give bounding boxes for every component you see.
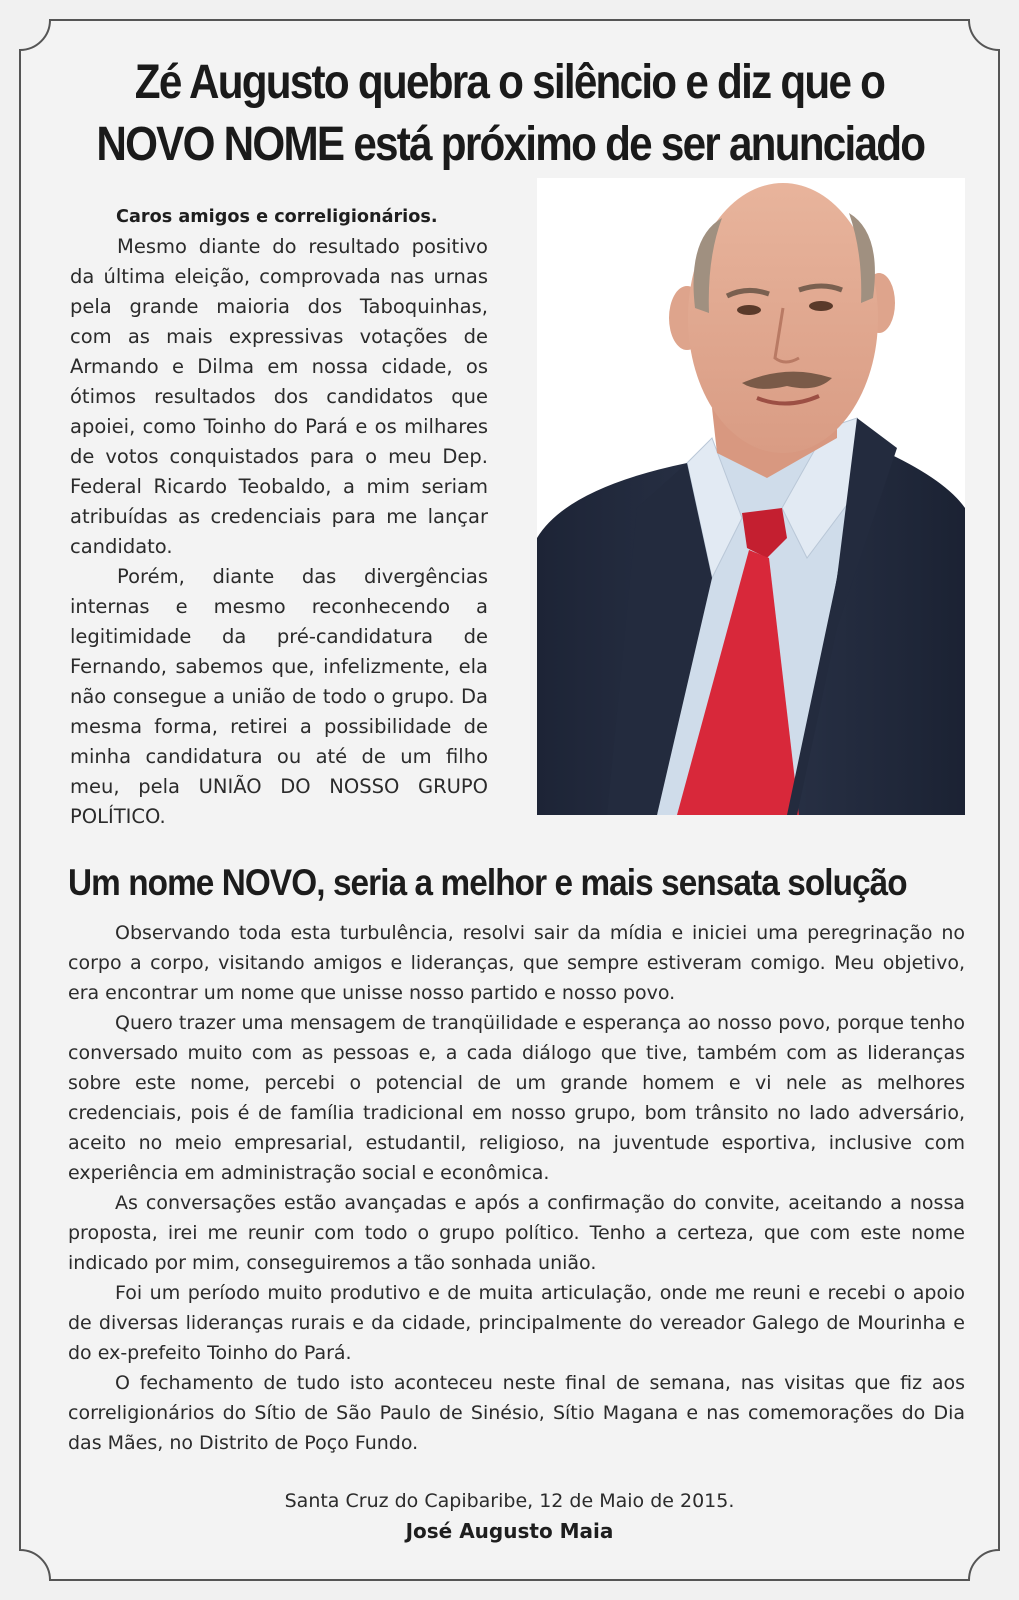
body-paragraph-2: Quero trazer uma mensagem de tranqüilidade e esperança ao nosso povo, porque tenho conversado muito com as pessoas e, a cada diálogo que tive, também com as lideranças sobre este nome, percebi o potencial de um grande homem e vi nele as melhores credenciais, pois é de família tradicional em nosso grupo, bom trânsito no lado adversário, aceito no meio empresarial, estudantil, religioso, na juventude esportiva, inclusive com experiência em administração social e econômica. bbox=[68, 1012, 965, 1184]
salutation: Caros amigos e correligionários. bbox=[116, 206, 438, 227]
body-paragraph-5: O fechamento de tudo isto aconteceu neste final de semana, nas visitas que fiz aos correligionários do Sítio de São Paulo de Sinésio, Sítio Magana e nas comemorações do Dia das Mães, no Distrito de Poço Fundo. bbox=[68, 1372, 965, 1454]
headline bbox=[96, 52, 925, 176]
portrait-illustration bbox=[537, 178, 965, 815]
place-date: Santa Cruz do Capibaribe, 12 de Maio de 2015. bbox=[284, 1490, 735, 1512]
signature-block bbox=[40, 1486, 979, 1546]
headline-line-1: Zé Augusto quebra o silêncio e diz que o bbox=[134, 56, 885, 109]
intro-paragraph-2: Porém, diante das divergências internas e mesmo reconhecendo a legitimidade da pré-candidatura de Fernando, sabemos que, infelizmente, ela não consegue a união de todo o grupo. Da mesma forma, retirei a possibilidade de minha candidatura ou até de um filho meu, pela UNIÃO DO NOSSO GRUPO POLÍTICO. bbox=[70, 565, 488, 828]
body-paragraph-3: As conversações estão avançadas e após a confirmação do convite, aceitando a nossa proposta, irei me reunir com todo o grupo político. Tenho a certeza, que com este nome indicado por mim, conseguiremos a tão sonhada união. bbox=[68, 1192, 965, 1274]
portrait-photo bbox=[537, 178, 965, 815]
intro-paragraph-1: Mesmo diante do resultado positivo da última eleição, comprovada nas urnas pela grande maioria dos Taboquinhas, com as mais expressivas votações de Armando e Dilma em nossa cidade, os ótimos resultados dos candidatos que apoiei, como Toinho do Pará e os milhares de votos conquistados para o meu Dep. Federal Ricardo Teobaldo, a mim seriam atribuídas as credenciais para me lançar candidato. bbox=[70, 235, 488, 558]
intro-letter bbox=[70, 202, 488, 832]
body-paragraph-1: Observando toda esta turbulência, resolvi sair da mídia e iniciei uma peregrinação no corpo a corpo, visitando amigos e lideranças, que sempre estiveram comigo. Meu objetivo, era encontrar um nome que unisse nosso partido e nosso povo. bbox=[68, 922, 965, 1004]
headline-line-2: NOVO NOME está próximo de ser anunciado bbox=[96, 118, 925, 171]
signer-name: José Augusto Maia bbox=[405, 1519, 614, 1543]
body-paragraph-4: Foi um período muito produtivo e de muita articulação, onde me reuni e recebi o apoio de diversas lideranças rurais e da cidade, principalmente do vereador Galego de Mourinha e do ex-prefeito Toinho do Pará. bbox=[68, 1282, 965, 1364]
article-body bbox=[68, 918, 965, 1458]
section-heading: Um nome NOVO, seria a melhor e mais sensata solução bbox=[68, 862, 907, 903]
